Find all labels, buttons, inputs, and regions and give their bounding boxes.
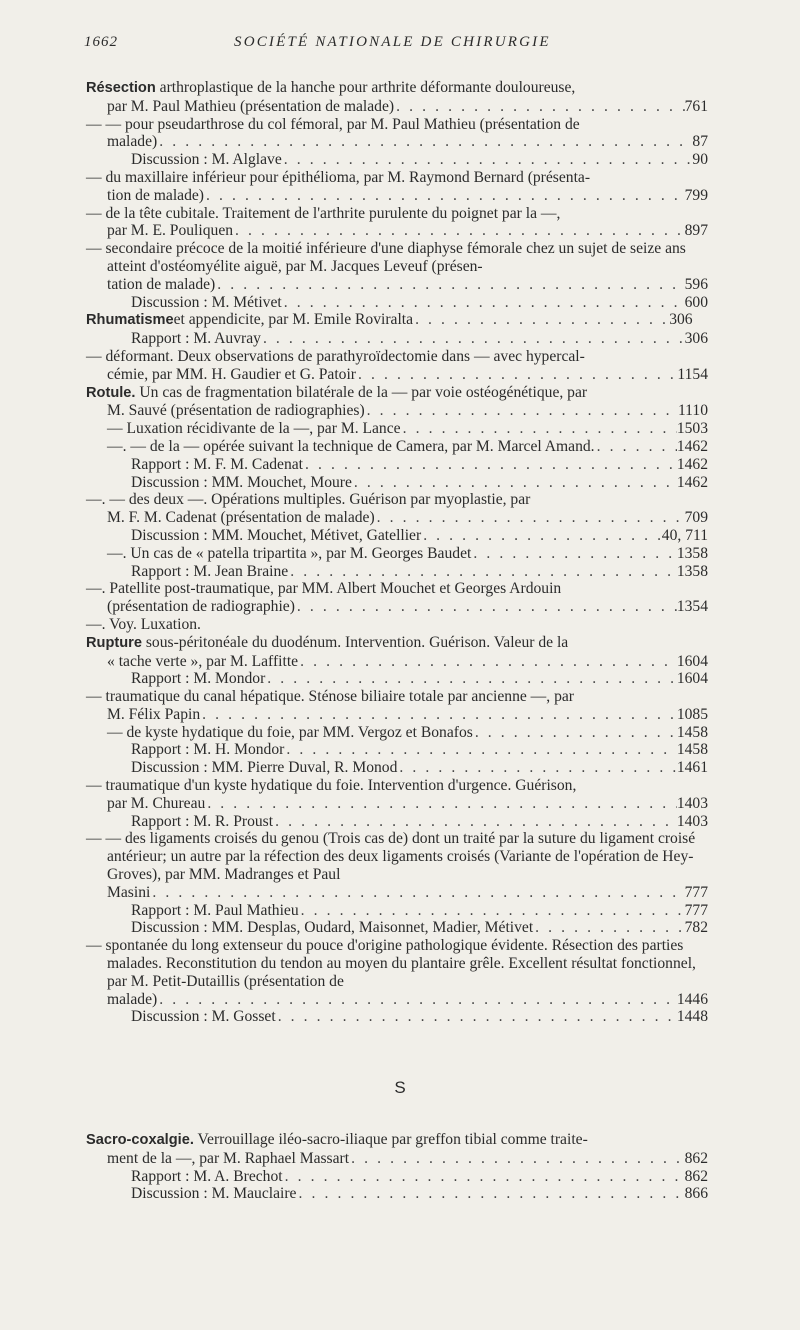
entry-description: Un cas de fragmentation bilatérale de la — par voie ostéogénétique, par	[135, 383, 588, 401]
dot-leader	[394, 98, 685, 116]
entry-keyword: Rotule.	[86, 384, 136, 401]
dot-leader	[284, 741, 676, 759]
dot-leader	[296, 1185, 684, 1203]
page-reference: 1458	[676, 741, 708, 759]
index-entry	[86, 777, 708, 813]
leader-line	[107, 187, 708, 205]
dot-leader	[595, 438, 677, 456]
entry-text: tion de malade)	[107, 186, 204, 204]
entry-text: —. Un cas de « patella tripartita », par M. Georges Baudet	[107, 544, 472, 562]
sub-entry	[86, 527, 708, 545]
dot-leader	[265, 670, 677, 688]
leader-line	[107, 884, 708, 902]
page-reference: 1458	[676, 723, 708, 741]
page-reference: 1604	[676, 652, 708, 670]
dot-leader	[533, 919, 684, 937]
page-reference: 1403	[676, 794, 708, 812]
sub-entry	[86, 151, 708, 169]
dot-leader	[295, 598, 677, 616]
entry-text: par M. E. Pouliquen	[107, 222, 234, 240]
entry-text: Rapport : M. Jean Braine	[131, 562, 289, 580]
dot-leader	[273, 813, 677, 831]
entry-text: Rapport : M. Auvray	[131, 330, 261, 348]
index-entry	[86, 205, 708, 241]
index-entries-s	[86, 1131, 708, 1203]
entry-keyword: Rhumatisme	[86, 312, 174, 329]
leader-line	[131, 902, 708, 920]
dot-leader	[356, 366, 677, 384]
entry-text: et appendicite, par M. Emile Roviralta	[173, 311, 414, 329]
entry-text: Discussion : MM. Mouchet, Moure	[131, 473, 352, 491]
entry-description: sous-péritonéale du duodénum. Intervention. Guérison. Valeur de la	[141, 633, 569, 651]
page-reference: 1448	[676, 1008, 708, 1026]
sub-entry	[86, 670, 708, 688]
leader-line	[131, 813, 708, 831]
leader-line	[107, 724, 708, 742]
entry-description: —. Patellite post-traumatique, par MM. Albert Mouchet et Georges Ardouin	[86, 580, 562, 598]
dot-leader	[298, 653, 677, 671]
page-reference: 799	[684, 186, 708, 204]
page-reference: 761	[684, 97, 708, 115]
entry-description: arthroplastique de la hanche pour arthrite déformante douloureuse,	[155, 79, 576, 96]
leader-line	[107, 133, 708, 151]
index-entry	[86, 634, 708, 671]
page-reference: 596	[684, 275, 708, 293]
dot-leader	[233, 222, 685, 240]
entry-description: —. Voy. Luxation.	[86, 615, 201, 633]
entry-text: Rapport : M. A. Brechot	[131, 1167, 283, 1185]
entry-description: — — pour pseudarthrose du col fémoral, par M. Paul Mathieu (présentation de	[86, 115, 580, 133]
leader-line	[107, 795, 708, 813]
dot-leader	[421, 527, 662, 545]
sub-entry	[86, 1008, 708, 1026]
sub-entry	[86, 563, 708, 581]
index-entry	[86, 384, 708, 421]
page-reference: 1503	[676, 420, 708, 438]
entry-text: cémie, par MM. H. Gaudier et G. Patoir	[107, 365, 356, 383]
leader-line	[131, 759, 708, 777]
index-entry	[86, 240, 708, 293]
leader-line	[131, 151, 708, 169]
page-reference: 306	[669, 311, 693, 329]
entry-text: Rapport : M. Mondor	[131, 670, 266, 688]
page-reference: 862	[684, 1149, 708, 1167]
entry-text: par M. Chureau	[107, 794, 206, 812]
index-entry	[86, 580, 708, 616]
page-reference: 87	[692, 133, 708, 151]
sub-entry	[86, 456, 708, 474]
index-entry	[86, 420, 708, 438]
entry-text: ment de la —, par M. Raphael Massart	[107, 1149, 350, 1167]
page-reference: 897	[684, 222, 708, 240]
page-reference: 1446	[676, 990, 708, 1008]
page-reference: 306	[684, 330, 708, 348]
dot-leader	[375, 509, 685, 527]
page-reference: 777	[684, 883, 708, 901]
entry-text: Discussion : M. Gosset	[131, 1008, 276, 1026]
entry-text: M. Félix Papin	[107, 705, 201, 723]
dot-leader	[282, 151, 693, 169]
dot-leader	[157, 133, 692, 151]
page-reference: 1154	[677, 365, 708, 383]
index-entry	[86, 688, 708, 724]
page-reference: 1085	[676, 705, 708, 723]
entry-description: — secondaire précoce de la moitié inférieure d'une diaphyse fémorale chez un sujet de seize ans atteint d'ostéomyélite aiguë, par M. Jacques Leveuf (présen-	[86, 240, 686, 275]
leader-line	[107, 222, 708, 240]
entry-text: par M. Paul Mathieu (présentation de malade)	[107, 97, 395, 115]
dot-leader	[365, 402, 678, 420]
entry-description: — spontanée du long extenseur du pouce d'origine pathologique évidente. Résection des parties malades. Reconstitution du tendon au moyen du plantaire grêle. Excellent résultat fonctionnel, par M. Petit-Dutaillis (présentation de	[86, 937, 696, 990]
leader-line	[107, 438, 708, 456]
dot-leader	[204, 187, 685, 205]
sub-entry	[86, 294, 708, 312]
leader-line	[107, 276, 708, 294]
page-reference: 1358	[676, 562, 708, 580]
leader-line	[174, 311, 693, 329]
leader-line	[107, 366, 708, 384]
entry-text: Rapport : M. F. M. Cadenat	[131, 455, 304, 473]
page-reference: 1110	[677, 402, 708, 420]
leader-line	[131, 474, 708, 492]
leader-line	[107, 420, 708, 438]
page-reference: 866	[684, 1185, 708, 1203]
leader-line	[131, 294, 708, 312]
index-entry	[86, 79, 708, 116]
dot-leader	[352, 474, 677, 492]
leader-line	[131, 456, 708, 474]
entry-text: Discussion : M. Métivet	[131, 293, 282, 311]
index-entry	[86, 169, 708, 205]
index-entry	[86, 311, 708, 330]
entry-description: — traumatique du canal hépatique. Sténose biliaire totale par ancienne —, par	[86, 688, 574, 706]
entry-description: — déformant. Deux observations de parathyroïdectomie dans — avec hypercal-	[86, 347, 585, 365]
dot-leader	[261, 330, 685, 348]
index-entry	[86, 348, 708, 384]
dot-leader	[288, 563, 677, 581]
page-reference: 1604	[676, 670, 708, 688]
entry-text: Discussion : MM. Mouchet, Métivet, Gatellier	[131, 526, 422, 544]
dot-leader	[282, 294, 685, 312]
page-reference: 1461	[676, 759, 708, 777]
entry-text: Rapport : M. Paul Mathieu	[131, 901, 299, 919]
entry-description: Verrouillage iléo-sacro-iliaque par greffon tibial comme traite-	[193, 1131, 588, 1148]
leader-line	[107, 706, 708, 724]
page-reference: 1462	[676, 437, 708, 455]
leader-line	[131, 741, 708, 759]
dot-leader	[401, 420, 677, 438]
sub-entry	[86, 1168, 708, 1186]
index-entry	[86, 937, 708, 1008]
page-reference: 40, 711	[661, 526, 708, 544]
dot-leader	[299, 902, 685, 920]
entry-keyword: Sacro-coxalgie.	[86, 1132, 194, 1148]
dot-leader	[150, 884, 684, 902]
dot-leader	[349, 1150, 685, 1168]
leader-line	[131, 1168, 708, 1186]
index-entry	[86, 491, 708, 527]
entry-description: — du maxillaire inférieur pour épithélioma, par M. Raymond Bernard (présenta-	[86, 168, 591, 186]
dot-leader	[413, 311, 669, 329]
index-entry	[86, 616, 708, 634]
sub-entry	[86, 759, 708, 777]
leader-line	[131, 563, 708, 581]
entry-text: M. F. M. Cadenat (présentation de malade)	[107, 509, 375, 527]
leader-line	[131, 527, 708, 545]
entry-text: tation de malade)	[107, 275, 216, 293]
page-reference: 862	[684, 1167, 708, 1185]
leader-line	[107, 545, 708, 563]
leader-line	[107, 653, 708, 671]
page-reference: 600	[684, 293, 708, 311]
running-header	[84, 34, 710, 56]
entry-description: — — des ligaments croisés du genou (Trois cas de) dont un traité par la suture du ligament croisé antérieur; un autre par la réfection des deux ligaments croisés (Variante de l'opération de Hey-Groves), par MM. Madranges et Paul	[86, 830, 696, 884]
dot-leader	[303, 456, 677, 474]
page-reference: 777	[684, 901, 708, 919]
entry-text: (présentation de radiographie)	[107, 598, 295, 616]
dot-leader	[200, 706, 677, 724]
entry-description: — traumatique d'un kyste hydatique du foie. Intervention d'urgence. Guérison,	[86, 777, 577, 795]
entry-text: Discussion : MM. Pierre Duval, R. Monod	[131, 759, 398, 777]
entry-description: — de la tête cubitale. Traitement de l'arthrite purulente du poignet par la —,	[86, 204, 561, 222]
index-entry	[86, 1131, 708, 1168]
dot-leader	[397, 759, 676, 777]
leader-line	[107, 402, 708, 420]
index-entries-r	[86, 79, 708, 1026]
page-reference: 1462	[676, 473, 708, 491]
index-entry	[86, 545, 708, 563]
leader-line	[107, 509, 708, 527]
entry-text: Discussion : MM. Desplas, Oudard, Maisonnet, Madier, Métivet	[131, 919, 534, 937]
leader-line	[107, 98, 708, 116]
sub-entry	[86, 919, 708, 937]
leader-line	[107, 991, 708, 1009]
section-letter: S	[394, 1078, 406, 1097]
dot-leader	[473, 724, 677, 742]
entry-text: — Luxation récidivante de la —, par M. Lance	[107, 420, 401, 438]
sub-entry	[86, 902, 708, 920]
leader-line	[107, 598, 708, 616]
entry-text: Rapport : M. R. Proust	[131, 812, 274, 830]
entry-text: Discussion : M. Alglave	[131, 151, 282, 169]
entry-text: malade)	[107, 990, 158, 1008]
leader-line	[131, 1008, 708, 1026]
page-reference: 1358	[676, 544, 708, 562]
entry-text: malade)	[107, 133, 158, 151]
page-reference: 782	[684, 919, 708, 937]
dot-leader	[157, 991, 677, 1009]
sub-entry	[86, 813, 708, 831]
running-title: SOCIÉTÉ NATIONALE DE CHIRURGIE	[234, 34, 551, 50]
index-entry	[86, 116, 708, 152]
entry-text: —. — de la — opérée suivant la technique de Camera, par M. Marcel Amand.	[107, 437, 595, 455]
dot-leader	[283, 1168, 685, 1186]
page-reference: 1354	[676, 598, 708, 616]
entry-text: Discussion : M. Mauclaire	[131, 1185, 297, 1203]
entry-text: — de kyste hydatique du foie, par MM. Vergoz et Bonafos	[107, 723, 473, 741]
page-reference: 709	[684, 509, 708, 527]
dot-leader	[471, 545, 676, 563]
dot-leader	[205, 795, 677, 813]
sub-entry	[86, 330, 708, 348]
entry-keyword: Rupture	[86, 634, 142, 651]
page-number: 1662	[84, 34, 118, 50]
leader-line	[131, 330, 708, 348]
leader-line	[131, 919, 708, 937]
leader-line	[131, 1185, 708, 1203]
leader-line	[131, 670, 708, 688]
dot-leader	[215, 276, 684, 294]
entry-keyword: Résection	[86, 80, 156, 96]
dot-leader	[276, 1008, 677, 1026]
page-reference: 90	[692, 151, 708, 169]
index-entry	[86, 724, 708, 742]
entry-text: M. Sauvé (présentation de radiographies)	[107, 402, 365, 420]
leader-line	[107, 1150, 708, 1168]
index-entry	[86, 830, 708, 901]
sub-entry	[86, 1185, 708, 1203]
entry-description: —. — des deux —. Opérations multiples. Guérison par myoplastie, par	[86, 491, 531, 509]
index-entry	[86, 438, 708, 456]
sub-entry	[86, 741, 708, 759]
page-reference: 1462	[676, 455, 708, 473]
entry-text: Masini	[107, 883, 151, 901]
page-reference: 1403	[676, 812, 708, 830]
entry-text: Rapport : M. H. Mondor	[131, 741, 285, 759]
sub-entry	[86, 474, 708, 492]
entry-text: « tache verte », par M. Laffitte	[107, 652, 299, 670]
